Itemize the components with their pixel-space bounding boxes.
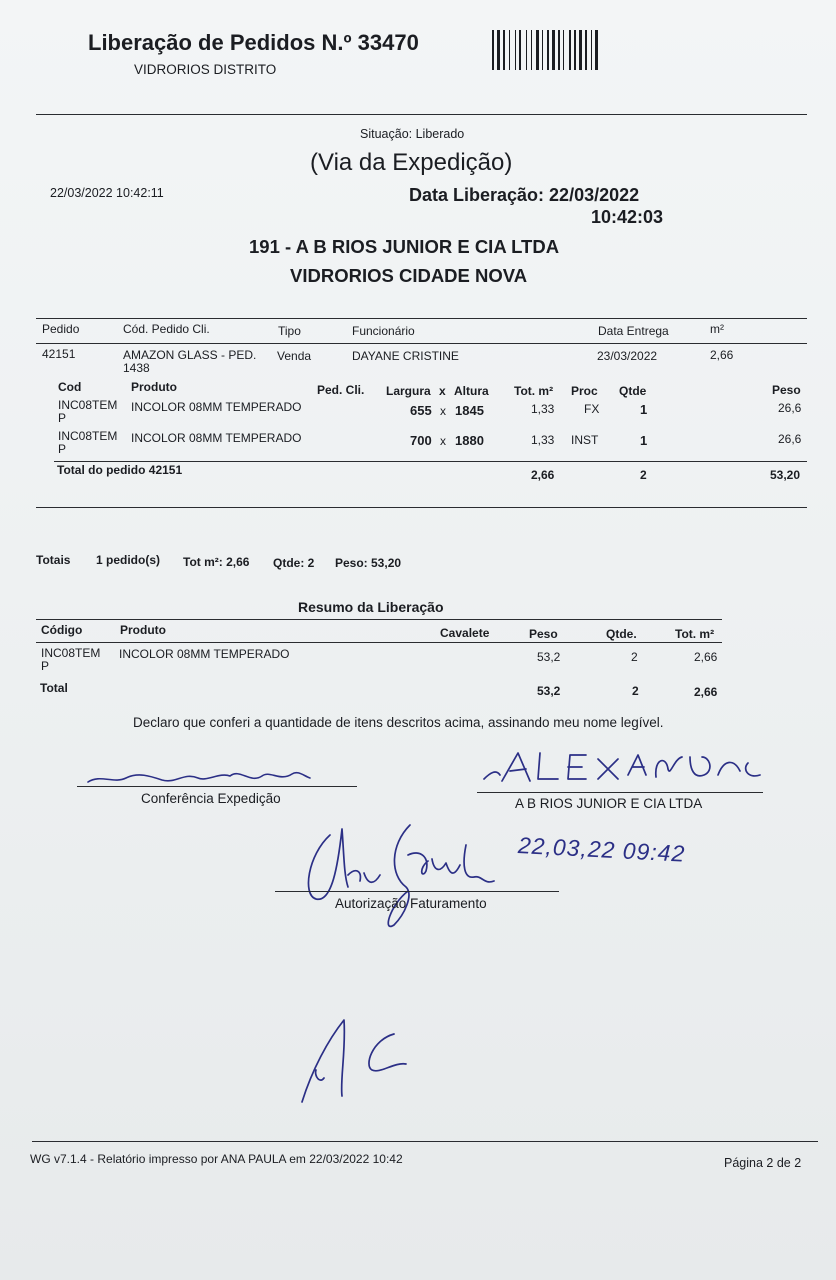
totals-pedidos: 1 pedido(s) — [96, 553, 161, 567]
company-name: VIDRORIOS DISTRITO — [134, 62, 277, 77]
summary-top-rule — [36, 619, 722, 620]
item-header-tot-m2: Tot. m² — [514, 384, 554, 398]
item-peso: 26,6 — [778, 432, 802, 446]
copy-type: (Via da Expedição) — [310, 149, 513, 176]
col-header-cod-pedido-cli: Cód. Pedido Cli. — [123, 322, 210, 336]
item-tot-m2: 1,33 — [531, 433, 555, 447]
document-title: Liberação de Pedidos N.º 33470 — [88, 30, 419, 55]
col-header-pedido: Pedido — [42, 322, 80, 336]
item-altura: 1845 — [455, 403, 484, 418]
summary-tot-m2: 2,66 — [694, 650, 718, 664]
summary-header-cavalete: Cavalete — [440, 626, 490, 640]
item-header-produto: Produto — [131, 380, 177, 394]
summary-produto: INCOLOR 08MM TEMPERADO — [119, 647, 290, 661]
item-largura: 700 — [410, 433, 432, 448]
summary-total-qtde: 2 — [632, 684, 639, 698]
order-funcionario: DAYANE CRISTINE — [352, 349, 459, 363]
item-header-peso: Peso — [772, 383, 801, 397]
item-peso: 26,6 — [778, 401, 802, 415]
footer-print-info: WG v7.1.4 - Relatório impresso por ANA PAULA em 22/03/2022 10:42 — [30, 1152, 403, 1166]
declaration-text: Declaro que conferi a quantidade de itens descritos acima, assinando meu nome legível. — [133, 715, 664, 730]
summary-codigo: INC08TEM — [41, 646, 101, 660]
client-signature-label: A B RIOS JUNIOR E CIA LTDA — [515, 796, 703, 811]
summary-peso: 53,2 — [537, 650, 561, 664]
order-total-peso: 53,20 — [770, 468, 801, 482]
item-qtde: 1 — [640, 402, 648, 417]
autorizacao-line — [275, 891, 559, 892]
item-header-largura: Largura — [386, 384, 431, 398]
item-header-x: x — [439, 384, 446, 398]
totals-qtde: Qtde: 2 — [273, 556, 315, 570]
header-divider — [36, 114, 807, 115]
summary-total-tot-m2: 2,66 — [694, 685, 718, 699]
item-produto: INCOLOR 08MM TEMPERADO — [131, 400, 302, 414]
item-cod: INC08TEM — [58, 398, 118, 412]
summary-header-qtde: Qtde. — [606, 627, 637, 641]
order-total-qtde: 2 — [640, 468, 647, 482]
order-tipo: Venda — [277, 349, 312, 363]
item-proc: FX — [584, 402, 600, 416]
release-date: Data Liberação: 22/03/2022 — [409, 185, 640, 205]
autorizacao-label: Autorização Faturamento — [335, 896, 487, 911]
footer-rule — [32, 1141, 818, 1142]
item-header-ped-cli: Ped. Cli. — [317, 383, 365, 397]
order-table-bottom-rule — [36, 507, 807, 508]
summary-header-peso: Peso — [529, 627, 558, 641]
order-data-entrega: 23/03/2022 — [597, 349, 658, 363]
item-header-qtde: Qtde — [619, 384, 647, 398]
conferencia-label: Conferência Expedição — [141, 791, 281, 806]
col-header-m2: m² — [710, 322, 724, 336]
release-time: 10:42:03 — [591, 207, 664, 227]
barcode-icon — [492, 30, 628, 70]
page-number: Página 2 de 2 — [724, 1156, 802, 1170]
order-table-top-rule — [36, 318, 807, 319]
item-cod-cont: P — [58, 442, 67, 456]
print-datetime: 22/03/2022 10:42:11 — [50, 186, 164, 200]
item-altura: 1880 — [455, 433, 484, 448]
order-total-m2: 2,66 — [531, 468, 555, 482]
col-header-tipo: Tipo — [278, 324, 301, 338]
item-largura: 655 — [410, 403, 432, 418]
item-header-altura: Altura — [454, 384, 489, 398]
col-header-data-entrega: Data Entrega — [598, 324, 669, 338]
item-x: x — [440, 404, 446, 418]
order-pedido: 42151 — [42, 347, 76, 361]
initials-signature — [298, 1010, 418, 1110]
item-tot-m2: 1,33 — [531, 402, 555, 416]
summary-codigo-cont: P — [41, 659, 50, 673]
item-cod: INC08TEM — [58, 429, 118, 443]
order-m2: 2,66 — [710, 348, 734, 362]
autorizacao-signature — [298, 815, 498, 935]
col-header-funcionario: Funcionário — [352, 324, 415, 338]
summary-header-codigo: Código — [41, 623, 83, 637]
order-total-label: Total do pedido 42151 — [57, 463, 183, 477]
client-signature-line — [477, 792, 763, 793]
order-cod-pedido-cli: AMAZON GLASS - PED. — [123, 348, 257, 362]
item-produto: INCOLOR 08MM TEMPERADO — [131, 431, 302, 445]
summary-total-peso: 53,2 — [537, 684, 561, 698]
totals-m2: Tot m²: 2,66 — [183, 555, 250, 569]
totals-peso: Peso: 53,20 — [335, 556, 402, 570]
summary-header-rule — [36, 642, 722, 643]
item-proc: INST — [571, 433, 599, 447]
client-name: 191 - A B RIOS JUNIOR E CIA LTDA — [249, 236, 560, 257]
summary-total-label: Total — [40, 681, 68, 695]
summary-header-produto: Produto — [120, 623, 166, 637]
client-branch: VIDRORIOS CIDADE NOVA — [290, 265, 528, 286]
item-header-proc: Proc — [571, 384, 598, 398]
order-total-rule — [54, 461, 807, 462]
item-qtde: 1 — [640, 433, 648, 448]
summary-qtde: 2 — [631, 650, 638, 664]
totals-label: Totais — [36, 553, 71, 567]
summary-title: Resumo da Liberação — [298, 599, 444, 615]
item-x: x — [440, 434, 446, 448]
summary-header-tot-m2: Tot. m² — [675, 627, 715, 641]
order-cod-pedido-cli-cont: 1438 — [123, 361, 150, 375]
order-table-header-rule — [36, 343, 807, 344]
client-handwritten-date: 22,03,22 09:42 — [517, 832, 686, 867]
status-label: Situação: Liberado — [360, 127, 465, 141]
conferencia-line — [77, 786, 357, 787]
client-signature — [478, 745, 768, 789]
item-cod-cont: P — [58, 411, 67, 425]
item-header-cod: Cod — [58, 380, 82, 394]
